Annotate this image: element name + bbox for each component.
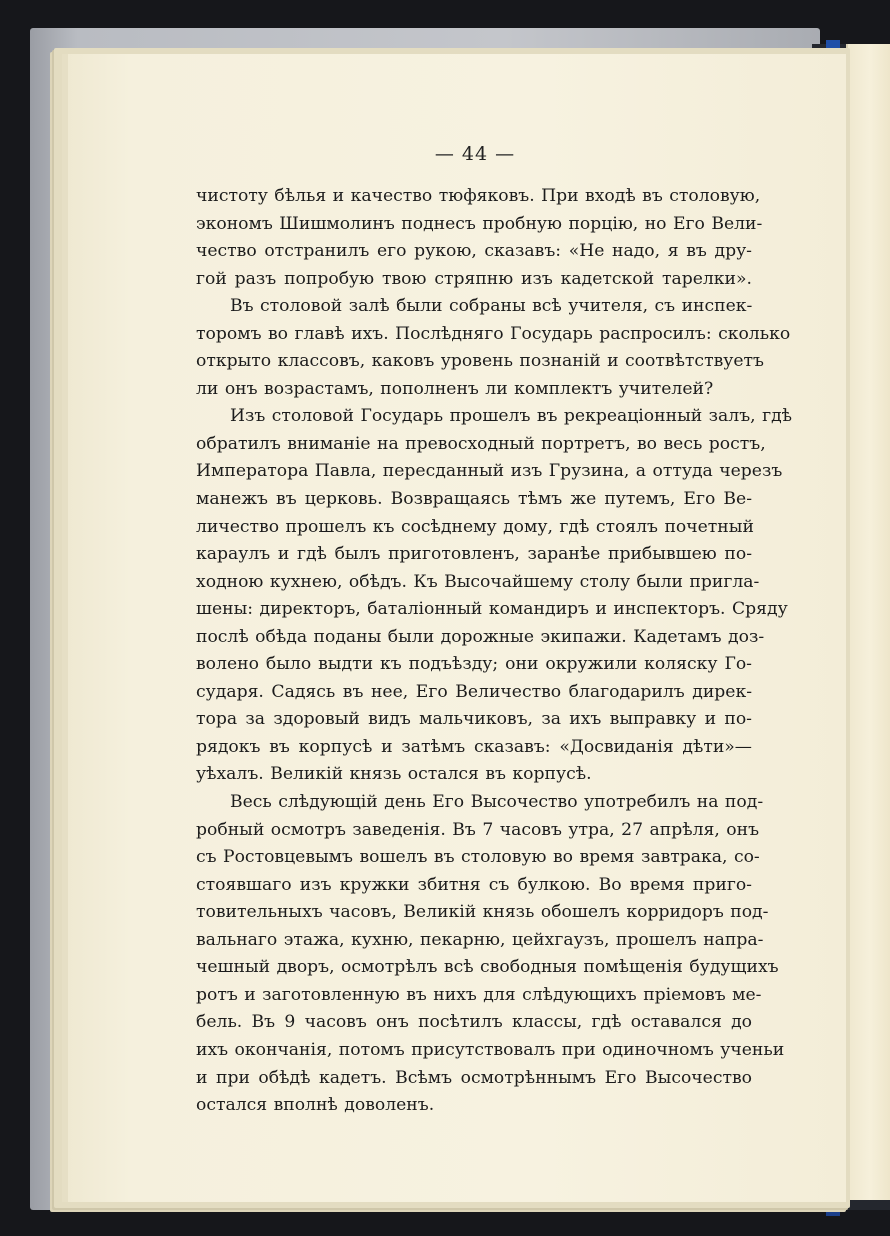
text-line: послѣ обѣда поданы были дорожные экипажи. Кадетамъ доз-	[196, 626, 765, 647]
text-line: стоявшаго изъ кружки збитня съ булкою. Во время приго-	[196, 874, 752, 895]
text-line: вальнаго этажа, кухню, пекарню, цейхгаузъ, прошелъ напра-	[196, 929, 764, 950]
text-line: Императора Павла, пересданный изъ Грузина, а оттуда черезъ	[196, 461, 783, 482]
text-line: Весь слѣдующій день Его Высочество употребилъ на под-	[230, 792, 764, 813]
page-number: — 44 —	[434, 143, 516, 165]
text-line: гой разъ попробую твою стряпню изъ кадетской тарелки».	[196, 268, 752, 289]
text-line: чистоту бѣлья и качество тюфяковъ. При входѣ въ столовую,	[196, 186, 761, 206]
text-line: караулъ и гдѣ былъ приготовленъ, заранѣе прибывшею по-	[196, 544, 752, 565]
text-line: торомъ во главѣ ихъ. Послѣдняго Государь распросилъ: сколько	[196, 323, 791, 344]
text-line: экономъ Шишмолинъ поднесъ пробную порцію, но Его Вели-	[196, 213, 763, 234]
text-line: ихъ окончанія, потомъ присутствовалъ при одиночномъ ученьи	[196, 1039, 785, 1060]
text-line: бель. Въ 9 часовъ онъ посѣтилъ классы, гдѣ оставался до	[196, 1012, 752, 1033]
text-line: сударя. Садясь въ нее, Его Величество благодарилъ дирек-	[196, 681, 752, 702]
text-line: ротъ и заготовленную въ нихъ для слѣдующихъ пріемовъ ме-	[196, 984, 762, 1005]
text-line: Въ столовой залѣ были собраны всѣ учителя, съ инспек-	[230, 296, 753, 317]
text-line: ли онъ возрастамъ, пополненъ ли комплектъ учителей?	[196, 378, 714, 399]
text-line: чешный дворъ, осмотрѣлъ всѣ свободныя помѣщенія будущихъ	[196, 957, 779, 978]
text-line: тора за здоровый видъ мальчиковъ, за ихъ выправку и по-	[196, 709, 752, 730]
text-line: товительныхъ часовъ, Великій князь обошелъ корридоръ под-	[196, 902, 769, 923]
text-line: манежъ въ церковь. Возвращаясь тѣмъ же путемъ, Его Ве-	[196, 489, 752, 510]
text-line: остался вполнѣ доволенъ.	[196, 1095, 435, 1116]
text-line: и при обѣдѣ кадетъ. Всѣмъ осмотрѣннымъ Его Высочество	[196, 1067, 752, 1088]
text-line: робный осмотръ заведенія. Въ 7 часовъ утра, 27 апрѣля, онъ	[196, 819, 760, 840]
text-line: чество отстранилъ его рукою, сказавъ: «Не надо, я въ дру-	[196, 241, 752, 262]
text-line: волено было выдти къ подъѣзду; они окружили коляску Го-	[196, 654, 752, 675]
text-line: съ Ростовцевымъ вошелъ въ столовую во время завтрака, со-	[196, 847, 760, 868]
text-line: рядокъ въ корпусѣ и затѣмъ сказавъ: «Досвиданія дѣти»—	[196, 736, 752, 757]
body-text	[196, 183, 793, 1120]
text-line: Изъ столовой Государь прошелъ въ рекреаціонный залъ, гдѣ	[230, 406, 793, 427]
text-line: личество прошелъ къ сосѣднему дому, гдѣ стоялъ почетный	[196, 516, 754, 537]
facing-page-edge	[846, 44, 890, 1200]
text-line: ходною кухнею, обѣдъ. Къ Высочайшему столу были пригла-	[196, 571, 760, 592]
text-line: шены: директоръ, баталіонный командиръ и инспекторъ. Сряду	[196, 599, 788, 620]
text-line: обратилъ вниманіе на превосходный портретъ, во весь ростъ,	[196, 433, 766, 454]
text-line: открыто классовъ, каковъ уровень познаній и соотвѣтствуетъ	[196, 351, 764, 372]
text-line: уѣхалъ. Великій князь остался въ корпусѣ.	[196, 764, 592, 785]
